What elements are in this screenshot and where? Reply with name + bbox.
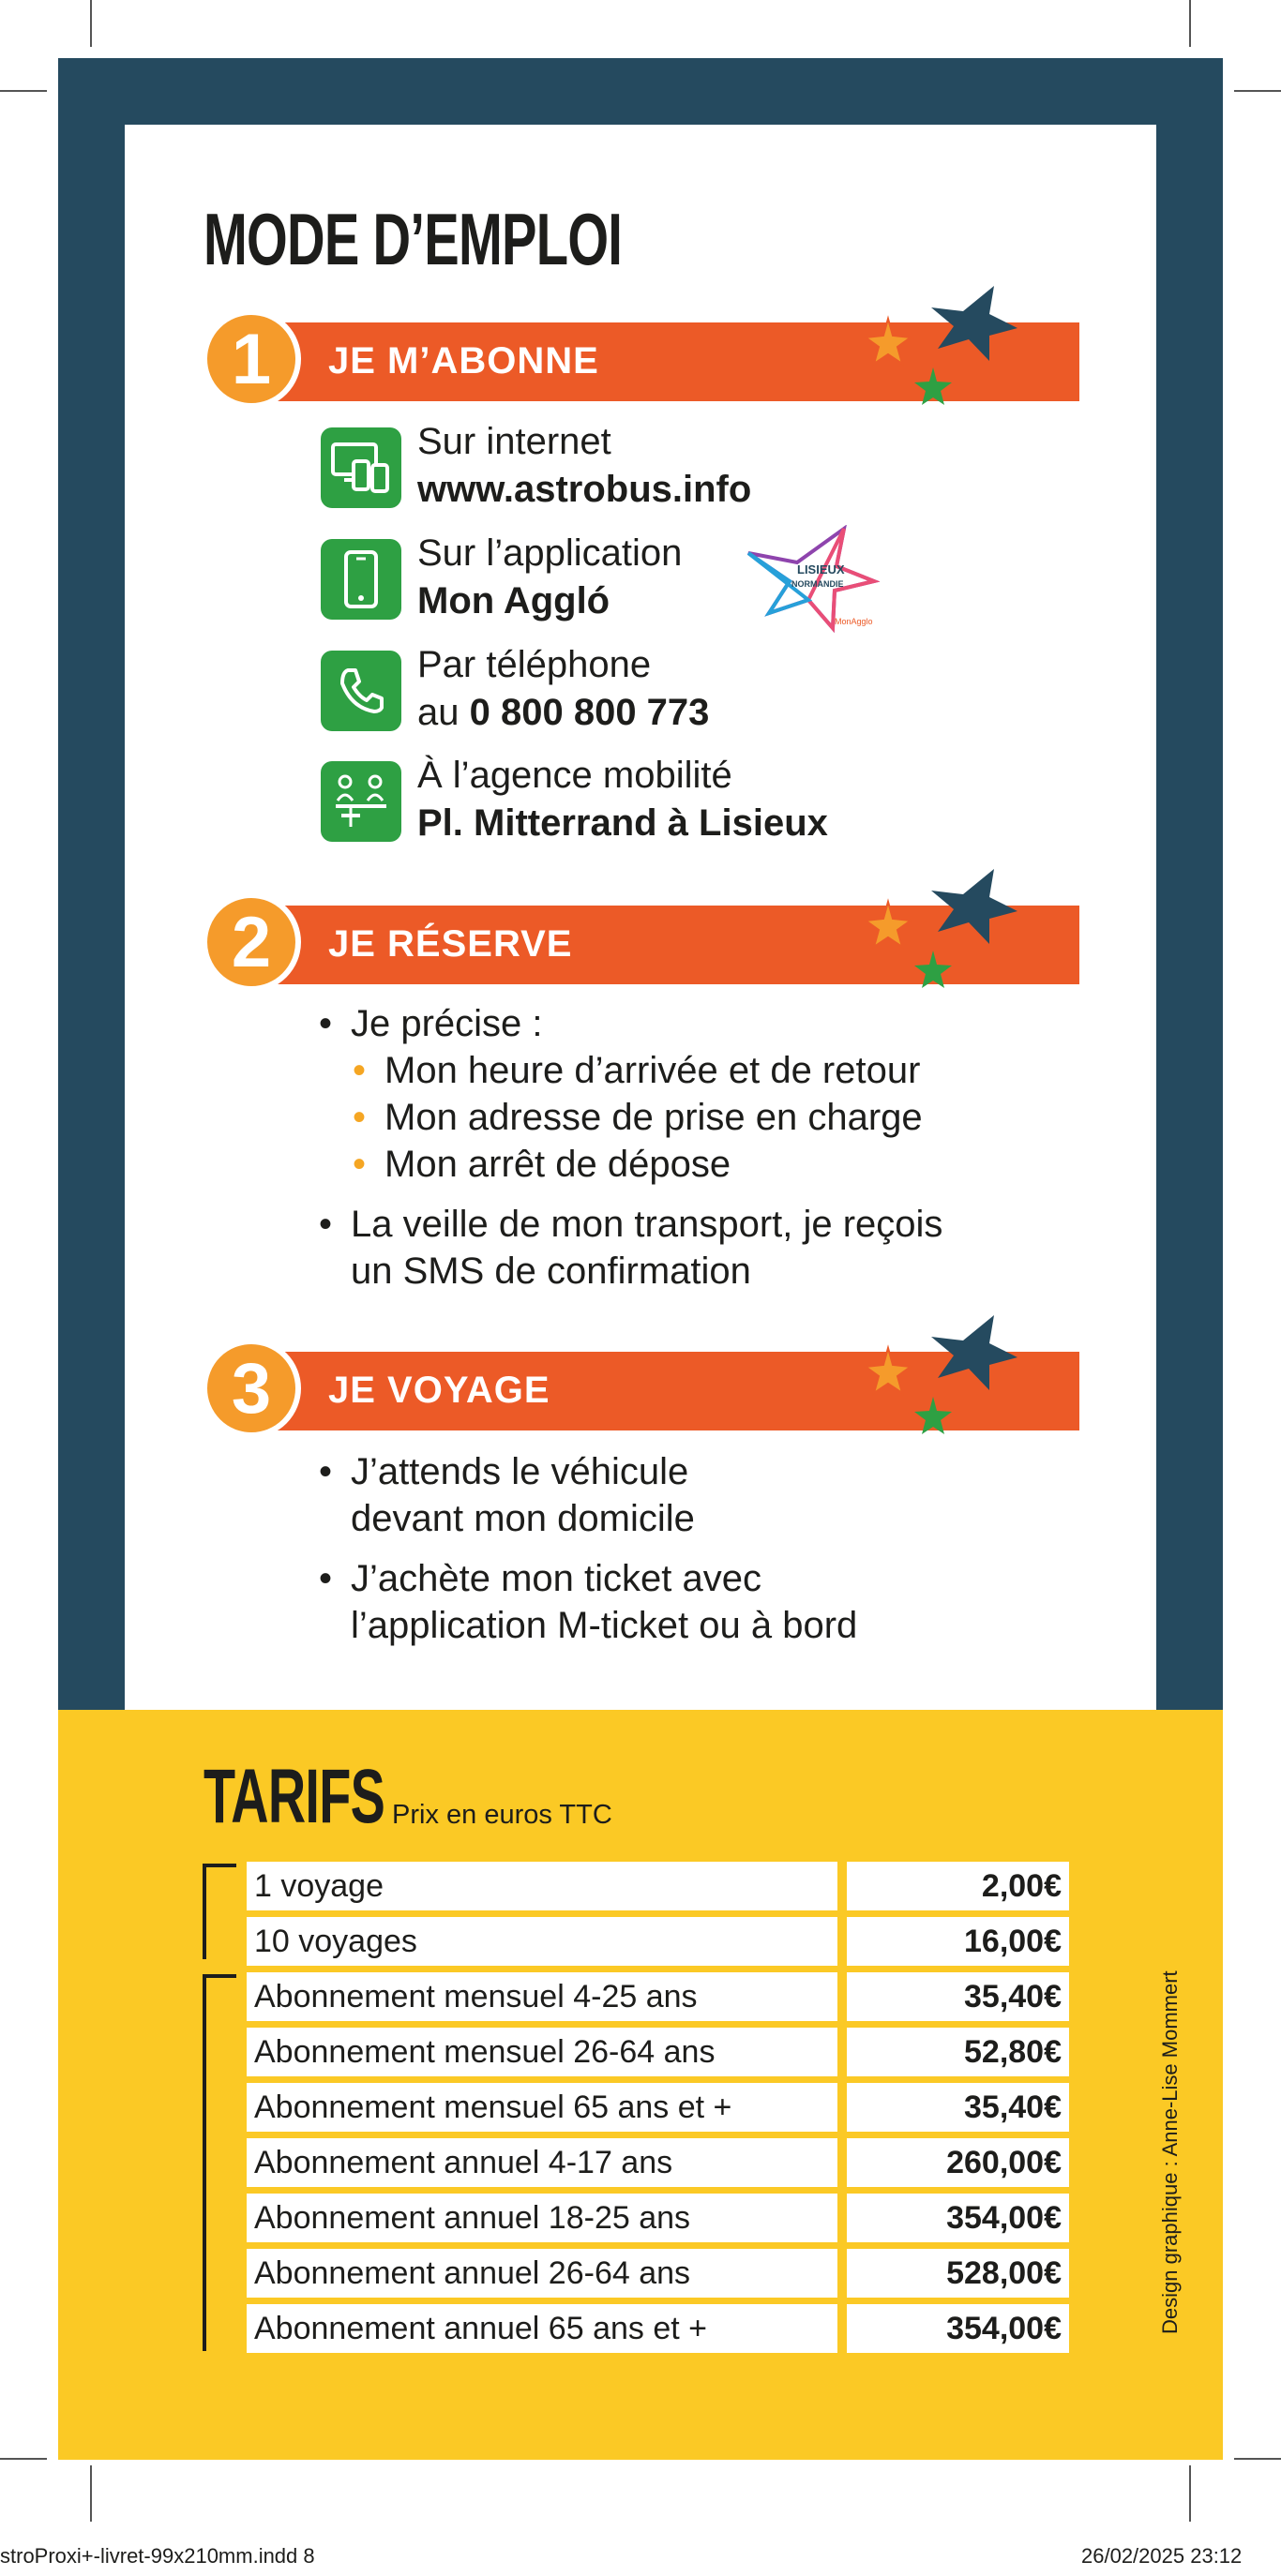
- agency-address: Pl. Mitterrand à Lisieux: [417, 802, 828, 844]
- price-value: 528,00€: [847, 2249, 1069, 2298]
- phone-number[interactable]: au 0 800 800 773: [417, 692, 710, 733]
- design-credit: Design graphique : Anne-Lise Mommert: [1158, 1970, 1182, 2334]
- mode-emploi-title: MODE D’EMPLOI: [203, 198, 623, 280]
- list-item: • J’achète mon ticket avec l’application M-ticket ou à bord: [319, 1555, 857, 1649]
- price-value: 35,40€: [847, 1972, 1069, 2021]
- step-number: 2: [202, 892, 301, 992]
- sub-list-item: • Mon arrêt de dépose: [319, 1141, 942, 1188]
- price-value: 52,80€: [847, 2028, 1069, 2076]
- crop-mark: [0, 90, 47, 92]
- tickets-bracket: [203, 1864, 236, 1959]
- price-row: [247, 2083, 1069, 2132]
- list-item: • Je précise :: [319, 1000, 942, 1047]
- price-label: Abonnement annuel 65 ans et +: [247, 2304, 837, 2353]
- green-star: [914, 367, 952, 405]
- price-value: 2,00€: [847, 1862, 1069, 1910]
- step-number: 3: [202, 1339, 301, 1438]
- step-number: 1: [202, 309, 301, 409]
- price-row: [247, 1917, 1069, 1966]
- method-line1: Sur internet: [417, 421, 611, 462]
- method-text: [417, 530, 682, 625]
- price-label: Abonnement mensuel 65 ans et +: [247, 2083, 837, 2132]
- tarifs-title: TARIFS: [203, 1754, 385, 1839]
- method-line1: À l’agence mobilité: [417, 755, 732, 796]
- list-item: • La veille de mon transport, je reçois un SMS de confirmation: [319, 1201, 942, 1295]
- price-label: Abonnement annuel 26-64 ans: [247, 2249, 837, 2298]
- stars-icon: [849, 864, 1055, 1005]
- devices-icon: [321, 427, 401, 508]
- mon-agglo-logo: [743, 525, 880, 637]
- price-label: Abonnement mensuel 26-64 ans: [247, 2028, 837, 2076]
- price-row: [247, 1862, 1069, 1910]
- price-value: 354,00€: [847, 2304, 1069, 2353]
- svg-text:NORMANDIE: NORMANDIE: [791, 579, 844, 589]
- price-value: 16,00€: [847, 1917, 1069, 1966]
- method-line1: Sur l’application: [417, 532, 683, 574]
- app-name: Mon Aggló: [417, 580, 610, 622]
- sub-list-item: • Mon adresse de prise en charge: [319, 1094, 942, 1141]
- voyage-list: [319, 1448, 857, 1649]
- crop-mark: [0, 2458, 47, 2460]
- svg-text:LISIEUX: LISIEUX: [797, 562, 845, 577]
- crop-mark: [1189, 0, 1191, 47]
- crop-mark: [1189, 2465, 1191, 2522]
- price-row: [247, 2138, 1069, 2187]
- reserve-list: [319, 1000, 942, 1295]
- sub-list-item: • Mon heure d’arrivée et de retour: [319, 1047, 942, 1094]
- step-label: JE RÉSERVE: [328, 923, 573, 965]
- price-label: 10 voyages: [247, 1917, 837, 1966]
- phone-icon: [321, 651, 401, 731]
- stars-icon: [849, 281, 1055, 422]
- price-row: [247, 2194, 1069, 2242]
- price-value: 35,40€: [847, 2083, 1069, 2132]
- method-line1: Par téléphone: [417, 644, 652, 685]
- crop-mark: [90, 2465, 92, 2522]
- price-row: [247, 2028, 1069, 2076]
- step-label: JE VOYAGE: [328, 1370, 550, 1411]
- svg-text:MonAgglo: MonAgglo: [835, 617, 873, 626]
- navy-star: [931, 286, 1017, 361]
- website-link[interactable]: www.astrobus.info: [417, 469, 752, 510]
- step-label: JE M’ABONNE: [328, 340, 599, 382]
- price-value: 260,00€: [847, 2138, 1069, 2187]
- price-label: Abonnement annuel 18-25 ans: [247, 2194, 837, 2242]
- method-text: [417, 641, 709, 737]
- subscriptions-bracket: [203, 1974, 236, 2351]
- price-label: Abonnement annuel 4-17 ans: [247, 2138, 837, 2187]
- print-slug-date: 26/02/2025 23:12: [1081, 2544, 1243, 2568]
- price-row: [247, 2249, 1069, 2298]
- smartphone-icon: [321, 539, 401, 620]
- stars-icon: [849, 1310, 1055, 1451]
- price-label: Abonnement mensuel 4-25 ans: [247, 1972, 837, 2021]
- orange-star: [866, 319, 911, 364]
- agency-icon: [321, 761, 401, 842]
- crop-mark: [1234, 2458, 1281, 2460]
- crop-mark: [1234, 90, 1281, 92]
- method-text: [417, 752, 828, 847]
- print-slug-filename: stroProxi+-livret-99x210mm.indd 8: [0, 2544, 315, 2568]
- price-label: 1 voyage: [247, 1862, 837, 1910]
- price-value: 354,00€: [847, 2194, 1069, 2242]
- method-text: [417, 418, 751, 514]
- price-row: [247, 1972, 1069, 2021]
- price-row: [247, 2304, 1069, 2353]
- crop-mark: [90, 0, 92, 47]
- list-item: • J’attends le véhicule devant mon domicile: [319, 1448, 857, 1542]
- tarifs-subtitle: Prix en euros TTC: [392, 1800, 612, 1830]
